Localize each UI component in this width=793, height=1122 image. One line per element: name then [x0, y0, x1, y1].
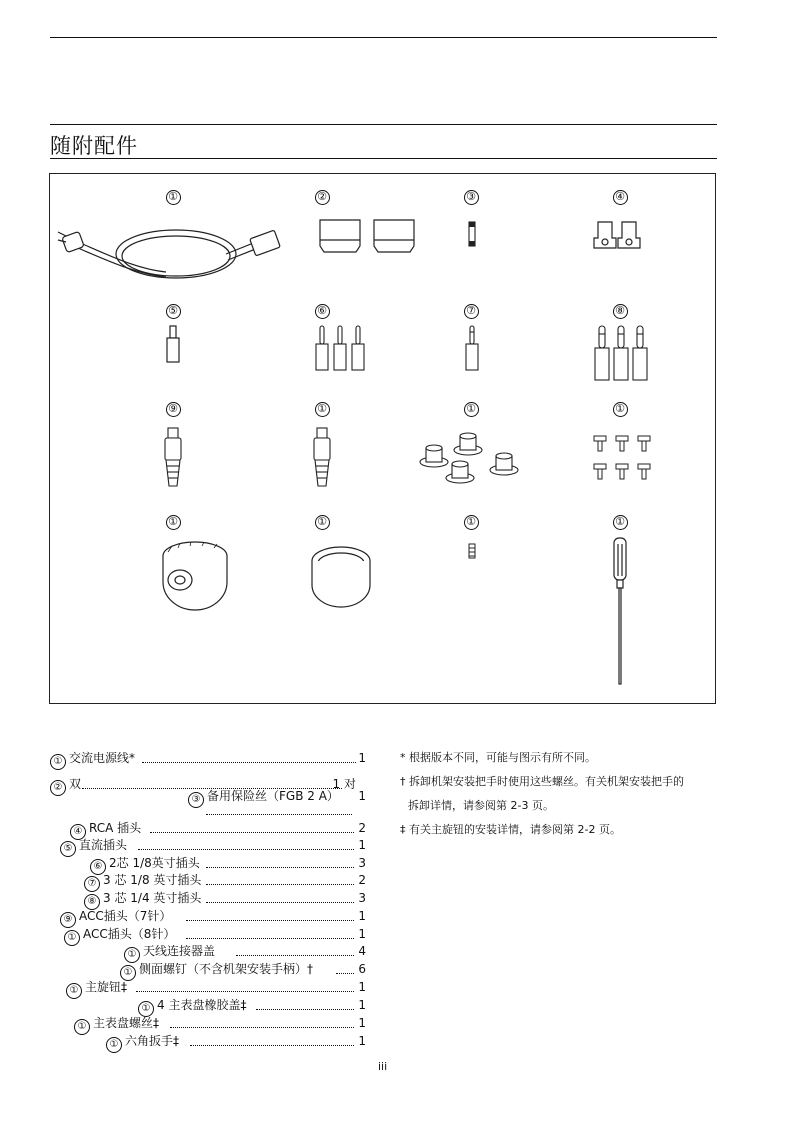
- item-qty: 1: [358, 1016, 366, 1030]
- figure-label-4: ④: [611, 191, 629, 203]
- spare-fuse-drawing: [466, 220, 478, 248]
- figure-label-15: ①: [462, 516, 480, 528]
- figure-label-13: ①: [164, 516, 182, 528]
- item-label: 2芯 1/8英寸插头: [109, 856, 200, 870]
- item-qty: 2: [358, 821, 366, 835]
- item-qty: 6: [358, 962, 366, 976]
- item-number: ⑨: [60, 912, 76, 928]
- list-item: [50, 997, 366, 1014]
- list-item: [50, 890, 366, 907]
- list-item: [50, 855, 366, 872]
- item-number: ⑥: [90, 859, 106, 875]
- list-item: [50, 750, 366, 767]
- item-label: 3 芯 1/8 英寸插头: [103, 873, 202, 887]
- item-number: ①: [50, 754, 66, 770]
- item-label: ACC插头（8针）: [83, 927, 176, 941]
- item-qty: 1: [358, 909, 366, 923]
- figure-label-1: ①: [164, 191, 182, 203]
- main-dial-screw-drawing: [466, 542, 478, 560]
- item-label: 六角扳手‡: [125, 1034, 180, 1048]
- three-conductor-large-plugs-drawing: [592, 324, 652, 382]
- figure-label-7: ⑦: [462, 305, 480, 317]
- item-label: RCA 插头: [89, 821, 142, 835]
- item-qty: 3: [358, 891, 366, 905]
- list-item: [50, 820, 366, 837]
- item-number: ①: [120, 965, 136, 981]
- item-qty: 3: [358, 856, 366, 870]
- footnotes: [400, 746, 730, 842]
- figure-label-8: ⑧: [611, 305, 629, 317]
- note-main-knob: ‡ 有关主旋钮的安装详情，请参阅第 2-2 页。: [400, 823, 621, 836]
- item-number: ⑤: [60, 841, 76, 857]
- item-label: 双: [69, 777, 82, 791]
- note-version: * 根据版本不同，可能与图示有所不同。: [400, 751, 596, 764]
- item-label: 4 主表盘橡胶盖‡: [157, 998, 247, 1012]
- accessories-figure: [49, 173, 716, 704]
- item-qty: 1: [358, 789, 366, 803]
- main-dial-knob-drawing: [158, 534, 232, 614]
- note-rack-screws: † 拆卸机架安装把手时使用这些螺丝。有关机架安装把手的: [400, 775, 684, 788]
- title-rule-bottom: [50, 158, 717, 159]
- item-number: ⑧: [84, 894, 100, 910]
- ac-power-cord-drawing: [56, 214, 286, 284]
- acc-plug-7pin-drawing: [160, 426, 186, 488]
- item-number: ②: [50, 780, 66, 796]
- item-number: ⑦: [84, 876, 100, 892]
- top-rule: [50, 37, 717, 38]
- item-number: ①: [64, 930, 80, 946]
- dc-plug-drawing: [163, 324, 183, 364]
- item-number: ①: [74, 1019, 90, 1035]
- item-number: ①: [138, 1001, 154, 1017]
- figure-label-6: ⑥: [313, 305, 331, 317]
- title-rule-top: [50, 124, 717, 125]
- hex-wrench-drawing: [610, 536, 630, 688]
- item-number: ①: [66, 983, 82, 999]
- section-title: 随附配件: [50, 134, 138, 158]
- list-item: [50, 837, 366, 854]
- rca-plugs-drawing: [592, 216, 646, 252]
- item-number: ④: [70, 824, 86, 840]
- two-conductor-plugs-drawing: [312, 324, 372, 372]
- list-item-dots-continuation: [50, 802, 366, 819]
- item-qty: 1: [358, 998, 366, 1012]
- three-conductor-small-plug-drawing: [462, 324, 482, 372]
- list-item: [50, 979, 366, 996]
- figure-label-3: ③: [462, 191, 480, 203]
- item-label: ACC插头（7针）: [79, 909, 172, 923]
- item-number: ①: [124, 947, 140, 963]
- item-label: 主表盘螺丝‡: [93, 1016, 160, 1030]
- brackets-drawing: [316, 216, 426, 262]
- side-screws-drawing: [590, 432, 654, 486]
- figure-label-11: ①: [462, 403, 480, 415]
- item-label: 3 芯 1/4 英寸插头: [103, 891, 202, 905]
- acc-plug-8pin-drawing: [309, 426, 335, 488]
- figure-label-10: ①: [313, 403, 331, 415]
- figure-label-16: ①: [611, 516, 629, 528]
- item-qty: 1: [358, 1034, 366, 1048]
- main-dial-rubber-ring-drawing: [308, 539, 374, 611]
- figure-label-5: ⑤: [164, 305, 182, 317]
- item-number: ③: [188, 792, 204, 808]
- list-item: [50, 1033, 366, 1050]
- item-qty: 1: [358, 751, 366, 765]
- figure-label-12: ①: [611, 403, 629, 415]
- item-label: 直流插头: [79, 838, 128, 852]
- item-label: 侧面螺钉（不含机架安装手柄）†: [139, 962, 314, 976]
- list-item: [50, 908, 366, 925]
- item-label: 天线连接器盖: [143, 944, 216, 958]
- item-number: ①: [106, 1037, 122, 1053]
- list-item: [50, 1015, 366, 1032]
- figure-label-2: ②: [313, 191, 331, 203]
- antenna-connector-caps-drawing: [416, 430, 526, 492]
- note-rack-screws-cont: 拆卸详情，请参阅第 2-3 页。: [408, 799, 554, 812]
- figure-label-9: ⑨: [164, 403, 182, 415]
- figure-label-14: ①: [313, 516, 331, 528]
- item-label: 备用保险丝（FGB 2 A）: [207, 789, 339, 803]
- item-qty: 1: [358, 980, 366, 994]
- item-qty: 1: [358, 927, 366, 941]
- item-label: 交流电源线*: [69, 751, 136, 765]
- item-qty: 1 对: [332, 777, 356, 791]
- item-qty: 4: [358, 944, 366, 958]
- page-number: iii: [378, 1060, 388, 1073]
- list-item: [50, 961, 366, 978]
- list-item: [50, 926, 366, 943]
- list-item: [50, 943, 366, 960]
- list-item: [50, 872, 366, 889]
- item-qty: 1: [358, 838, 366, 852]
- item-label: 主旋钮‡: [85, 980, 128, 994]
- item-qty: 2: [358, 873, 366, 887]
